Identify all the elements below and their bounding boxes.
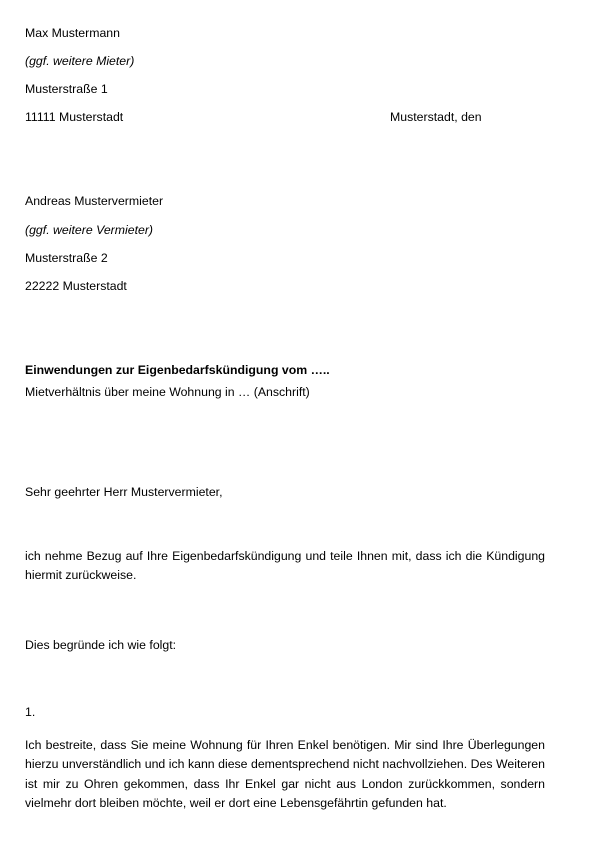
body-reason-intro: Dies begründe ich wie folgt: [25,638,177,652]
sender-city: 11111 Musterstadt [25,110,124,124]
body-intro: ich nehme Bezug auf Ihre Eigenbedarfskündigung und teile Ihnen mit, dass ich die Kündigung hiermit zurückweise. [25,549,545,583]
point-text: Ich bestreite, dass Sie meine Wohnung für Ihren Enkel benötigen. Mir sind Ihre Überlegungen hierzu unverständlich und ich kann diese dementsprechend nicht nachvollziehen. Des Weiteren ist mir zu Ohren gekommen, dass Ihr Enkel gar nicht aus London zurückkommen, sondern vielmehr dort bleiben möchte, weil er dort eine Lebensgefährtin gefunden hat. [25,738,545,811]
point-number: 1. [25,705,36,719]
subject-subtitle: Mietverhältnis über meine Wohnung in … (Anschrift) [25,385,310,399]
recipient-name: Andreas Mustervermieter [25,194,164,208]
sender-name: Max Mustermann [25,26,120,40]
sender-additional: (ggf. weitere Mieter) [25,54,135,68]
recipient-additional: (ggf. weitere Vermieter) [25,223,154,237]
subject-title: Einwendungen zur Eigenbedarfskündigung vom ….. [25,363,330,377]
sender-street: Musterstraße 1 [25,82,108,96]
recipient-city: 22222 Musterstadt [25,279,127,293]
place-date: Musterstadt, den [390,110,482,124]
salutation: Sehr geehrter Herr Mustervermieter, [25,485,223,499]
recipient-street: Musterstraße 2 [25,251,108,265]
